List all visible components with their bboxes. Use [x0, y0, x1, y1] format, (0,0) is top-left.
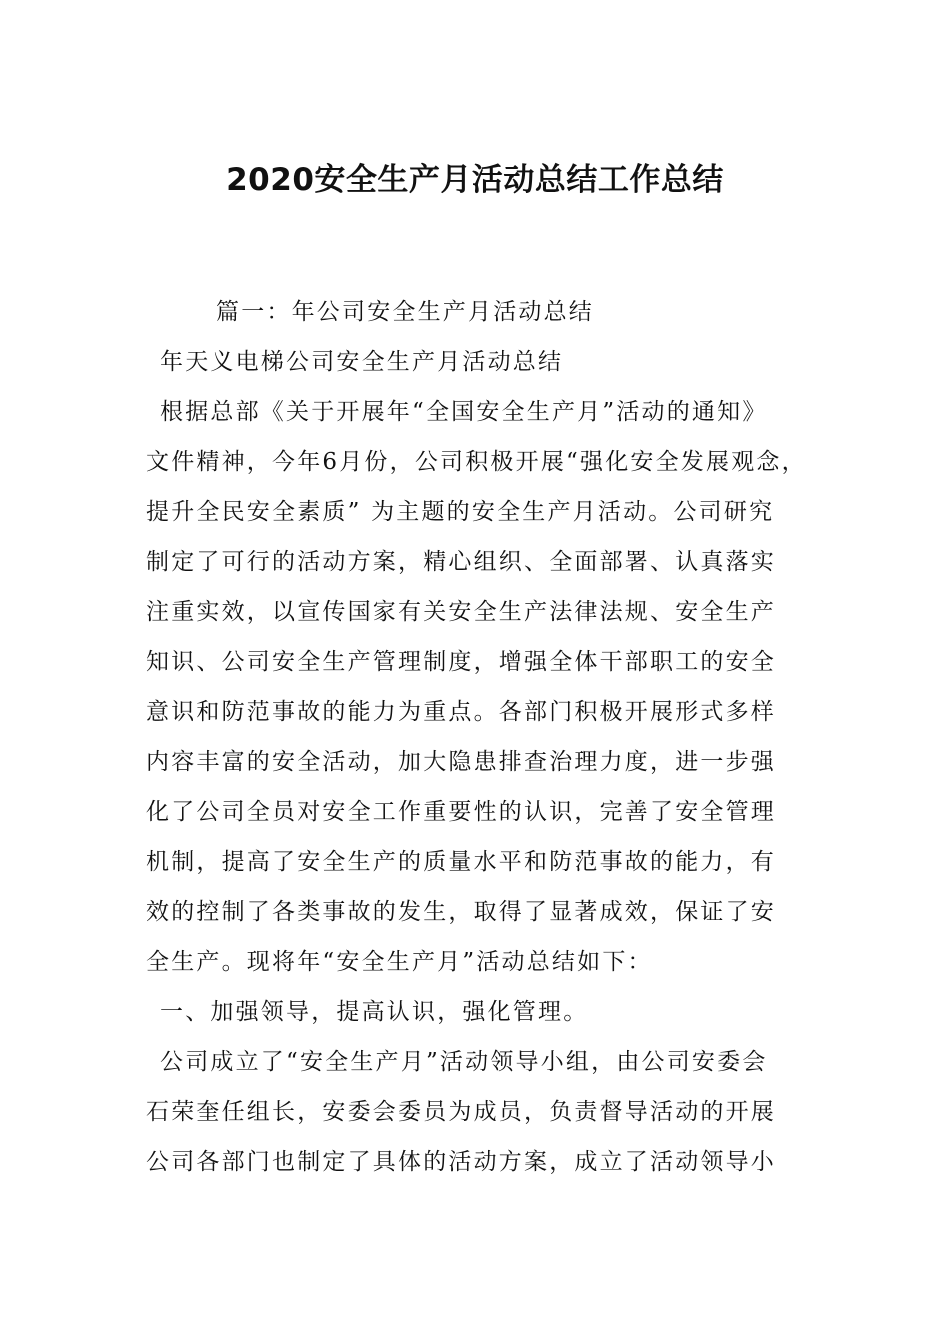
paragraph-line: 化了公司全员对安全工作重要性的认识，完善了安全管理	[146, 799, 776, 825]
document-body	[146, 287, 810, 1187]
subtitle-line: 年天义电梯公司安全生产月活动总结	[160, 349, 564, 375]
paragraph-line: 机制，提高了安全生产的质量水平和防范事故的能力，有	[146, 849, 776, 875]
paragraph-line: 根据总部《关于开展年“全国安全生产月”活动的通知》	[160, 399, 768, 425]
paragraph-line: 公司成立了“安全生产月”活动领导小组，由公司安委会	[160, 1049, 768, 1075]
paragraph-line: 意识和防范事故的能力为重点。各部门积极开展形式多样	[146, 699, 776, 725]
section-heading: 一、加强领导，提高认识，强化管理。	[160, 999, 589, 1025]
paragraph-line: 石荣奎任组长，安委会委员为成员，负责督导活动的开展	[146, 1099, 776, 1125]
document-title: 2020安全生产月活动总结工作总结	[226, 162, 724, 198]
paragraph-line: 全生产。现将年“安全生产月”活动总结如下：	[146, 949, 653, 975]
paragraph-line: 注重实效，以宣传国家有关安全生产法律法规、安全生产	[146, 599, 776, 625]
paragraph-line: 制定了可行的活动方案，精心组织、全面部署、认真落实	[146, 549, 776, 575]
section-heading: 篇一：年公司安全生产月活动总结	[216, 299, 594, 325]
paragraph-line: 提升全民安全素质” 为主题的安全生产月活动。公司研究	[146, 499, 775, 525]
paragraph-line: 内容丰富的安全活动，加大隐患排查治理力度，进一步强	[146, 749, 776, 775]
paragraph-line: 知识、公司安全生产管理制度，增强全体干部职工的安全	[146, 649, 776, 675]
paragraph-line: 文件精神，今年6月份，公司积极开展“强化安全发展观念，	[146, 449, 807, 475]
paragraph-line: 公司各部门也制定了具体的活动方案，成立了活动领导小	[146, 1149, 776, 1175]
paragraph-line: 效的控制了各类事故的发生，取得了显著成效，保证了安	[146, 899, 776, 925]
